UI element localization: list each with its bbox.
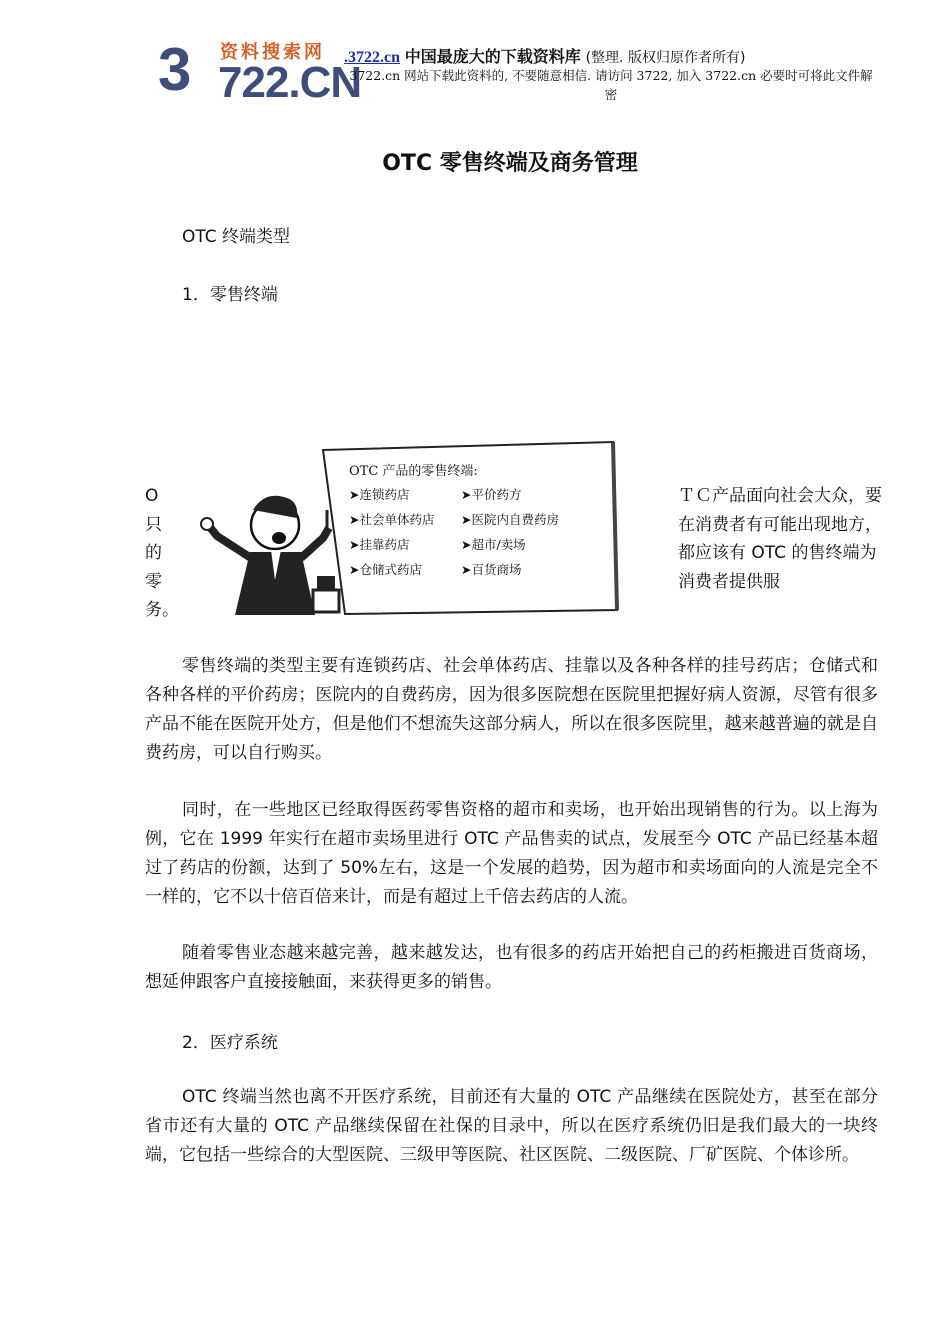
logo-tagline: 资料搜索网 [220,42,325,63]
paragraph-department-stores: 随着零售业态越来越完善，越来越发达，也有很多的药店开始把自己的药柜搬进百货商场，想延伸跟客户直接接触面，来获得更多的销售。 [145,943,878,992]
section-type-heading: OTC 终端类型 [182,227,291,247]
page-title: OTC 零售终端及商务管理 [382,151,638,176]
board-item: ➤仓储式药店 [349,562,422,577]
heading-medical: 2．医疗系统 [182,1033,278,1053]
heading-retail: 1．零售终端 [182,285,278,305]
stool [313,590,339,612]
logo-digit: 3 [158,36,190,103]
paragraph-retail-types: 零售终端的类型主要有连锁药店、社会单体药店、挂靠以及各种各样的挂号药店；仓储式和各种各样的平价药房；医院内的自费药房，因为很多医院想在医院里把握好病人资源，尽管有很多产品不能在医院开处方，但是他们不想流失这部分病人，所以在很多医院里，越来越普遍的就是自费药房，可以自行购买。 [145,656,878,763]
board-item: ➤医院内自费药房 [461,512,559,527]
board-item: ➤平价药方 [461,487,522,502]
board-item: ➤超市/卖场 [461,537,526,552]
paragraph-medical-system: OTC 终端当然也离不开医疗系统，目前还有大量的 OTC 产品继续在医院处方，甚至在部分省市还有大量的 OTC 产品继续保留在社保的目录中，所以在医疗系统仍旧是我们最大的一块终端，它包括一些综合的大型医院、三级甲等医院、社区医院、二级医院、厂矿医院、个体诊所。 [145,1087,878,1165]
wrap-text-left: O只的零务。 [145,486,179,621]
board-item: ➤挂靠药店 [349,537,410,552]
header-slogan: 中国最庞大的下载资料库 [404,47,581,66]
site-logo[interactable] [158,36,362,107]
site-link[interactable]: .3722.cn [344,49,400,66]
wrap-text-right: ＴＣ产品面向社会大众，要在消费者有可能出现地方，都应该有 OTC 的售终端为消费者提供服 [678,486,882,592]
header-notice: 3722.cn 网站下载此资料的, 不要随意相信. 请访问 3722, 加入 3722.cn 必要时可将此文件解密 [349,68,873,102]
retail-terminal-illustration [195,440,620,620]
paragraph-supermarkets: 同时，在一些地区已经取得医药零售资格的超市和卖场，也开始出现销售的行为。以上海为例，它在 1999 年实行在超市卖场里进行 OTC 产品售卖的试点，发展至今 OTC 产品已经基本超过了药店的份额，达到了 50%左右，这是一个发展的趋势，因为超市和卖场面向的人流是完全不一样的，它不以十倍百倍来计，而是有超过上千倍去药店的人流。 [145,800,878,907]
board-item: ➤连锁药店 [349,487,410,502]
logo-domain: 722.CN [218,58,362,107]
header-rights: (整理. 版权归原作者所有) [585,50,746,66]
board-item: ➤社会单体药店 [349,512,435,527]
board-item: ➤百货商场 [461,562,522,577]
header-line [344,44,745,67]
board-title: OTC 产品的零售终端: [349,464,478,479]
